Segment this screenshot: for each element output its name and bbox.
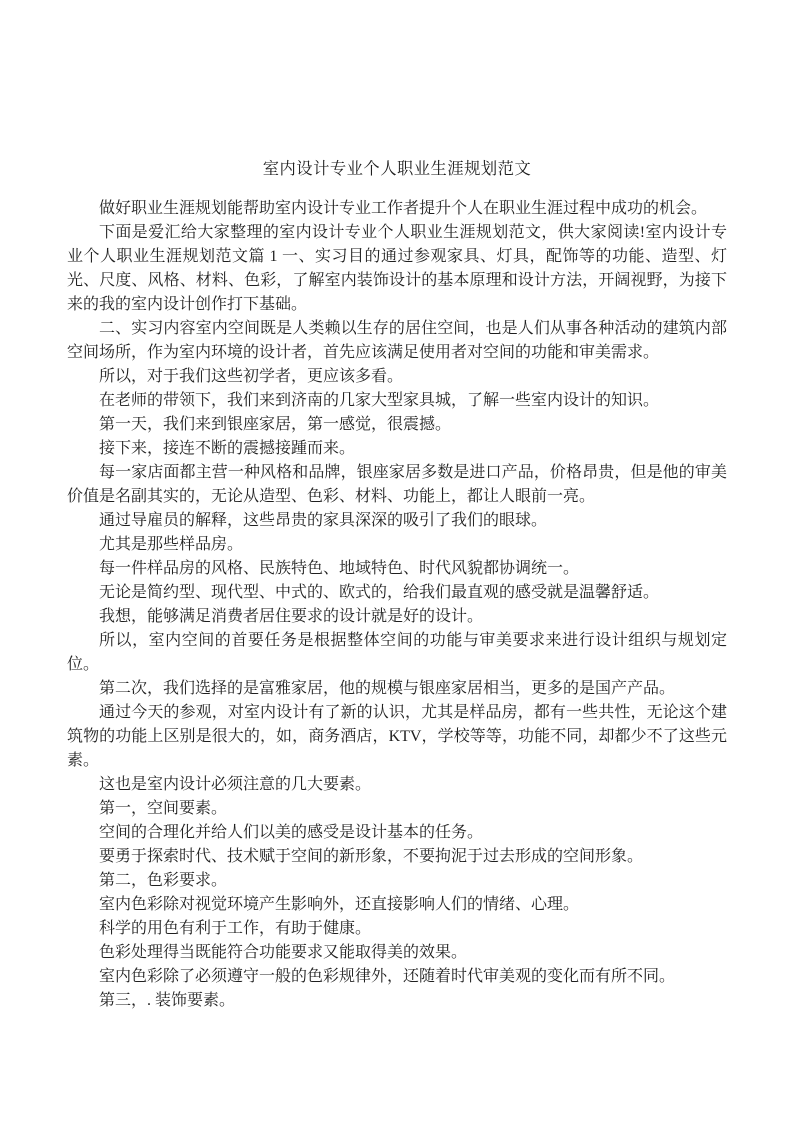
paragraph: 空间的合理化并给人们以美的感受是设计基本的任务。	[99, 824, 484, 841]
paragraph: 室内色彩除对视觉环境产生影响外，还直接影响人们的情绪、心理。	[99, 896, 580, 913]
paragraph: 下面是爱汇给大家整理的室内设计专业个人职业生涯规划范文，供大家阅读!室内设计专业个人职业生涯规划范文篇 1 一、实习目的通过参观家具、灯具，配饰等的功能、造型、灯光、尺度、风格、材料、色彩，了解室内装饰设计的基本原理和设计方法，开阔视野，为接下来的我的室内设计创作打下基础。	[67, 224, 727, 313]
paragraph: 通过导雇员的解释，这些昂贵的家具深深的吸引了我们的眼球。	[99, 512, 548, 529]
paragraph: 无论是简约型、现代型、中式的、欧式的，给我们最直观的感受就是温馨舒适。	[99, 584, 660, 601]
paragraph: 第一，空间要素。	[99, 800, 228, 817]
paragraph: 接下来，接连不断的震撼接踵而来。	[99, 440, 356, 457]
paragraph: 在老师的带领下，我们来到济南的几家大型家具城，了解一些室内设计的知识。	[99, 392, 660, 409]
paragraph: 我想，能够满足消费者居住要求的设计就是好的设计。	[99, 608, 484, 625]
paragraph: 做好职业生涯规划能帮助室内设计专业工作者提升个人在职业生涯过程中成功的机会。	[99, 200, 708, 217]
paragraph: 第二次，我们选择的是富雅家居，他的规模与银座家居相当，更多的是国产产品。	[99, 680, 676, 697]
paragraph: 科学的用色有利于工作，有助于健康。	[99, 920, 372, 937]
paragraph: 尤其是那些样品房。	[99, 536, 244, 553]
paragraph: 要勇于探索时代、技术赋于空间的新形象，不要拘泥于过去形成的空间形象。	[99, 848, 644, 865]
paragraph: 第二，色彩要求。	[99, 872, 228, 889]
paragraph: 每一件样品房的风格、民族特色、地域特色、时代风貌都协调统一。	[99, 560, 580, 577]
paragraph: 所以，对于我们这些初学者，更应该多看。	[99, 368, 404, 385]
paragraph: 通过今天的参观，对室内设计有了新的认识，尤其是样品房，都有一些共性，无论这个建筑物的功能上区别是很大的，如，商务酒店，KTV，学校等等，功能不同，却都少不了这些元素。	[67, 704, 727, 769]
paragraph: 二、实习内容室内空间既是人类赖以生存的居住空间，也是人们从事各种活动的建筑内部空间场所，作为室内环境的设计者，首先应该满足使用者对空间的功能和审美需求。	[67, 320, 727, 361]
paragraph: 室内色彩除了必须遵守一般的色彩规律外，还随着时代审美观的变化而有所不同。	[99, 968, 676, 985]
paragraph-list	[67, 197, 727, 1013]
paragraph: 所以，室内空间的首要任务是根据整体空间的功能与审美要求来进行设计组织与规划定位。	[67, 632, 727, 673]
document-title: 室内设计专业个人职业生涯规划范文	[262, 159, 532, 178]
paragraph: 色彩处理得当既能符合功能要求又能取得美的效果。	[99, 944, 468, 961]
paragraph: 每一家店面都主营一种风格和品牌，银座家居多数是进口产品，价格昂贵，但是他的审美价值是名副其实的，无论从造型、色彩、材料、功能上，都让人眼前一亮。	[67, 464, 727, 505]
paragraph: 第三，. 装饰要素。	[99, 992, 236, 1009]
paragraph: 第一天，我们来到银座家居，第一感觉，很震撼。	[99, 416, 452, 433]
paragraph: 这也是室内设计必须注意的几大要素。	[99, 776, 372, 793]
